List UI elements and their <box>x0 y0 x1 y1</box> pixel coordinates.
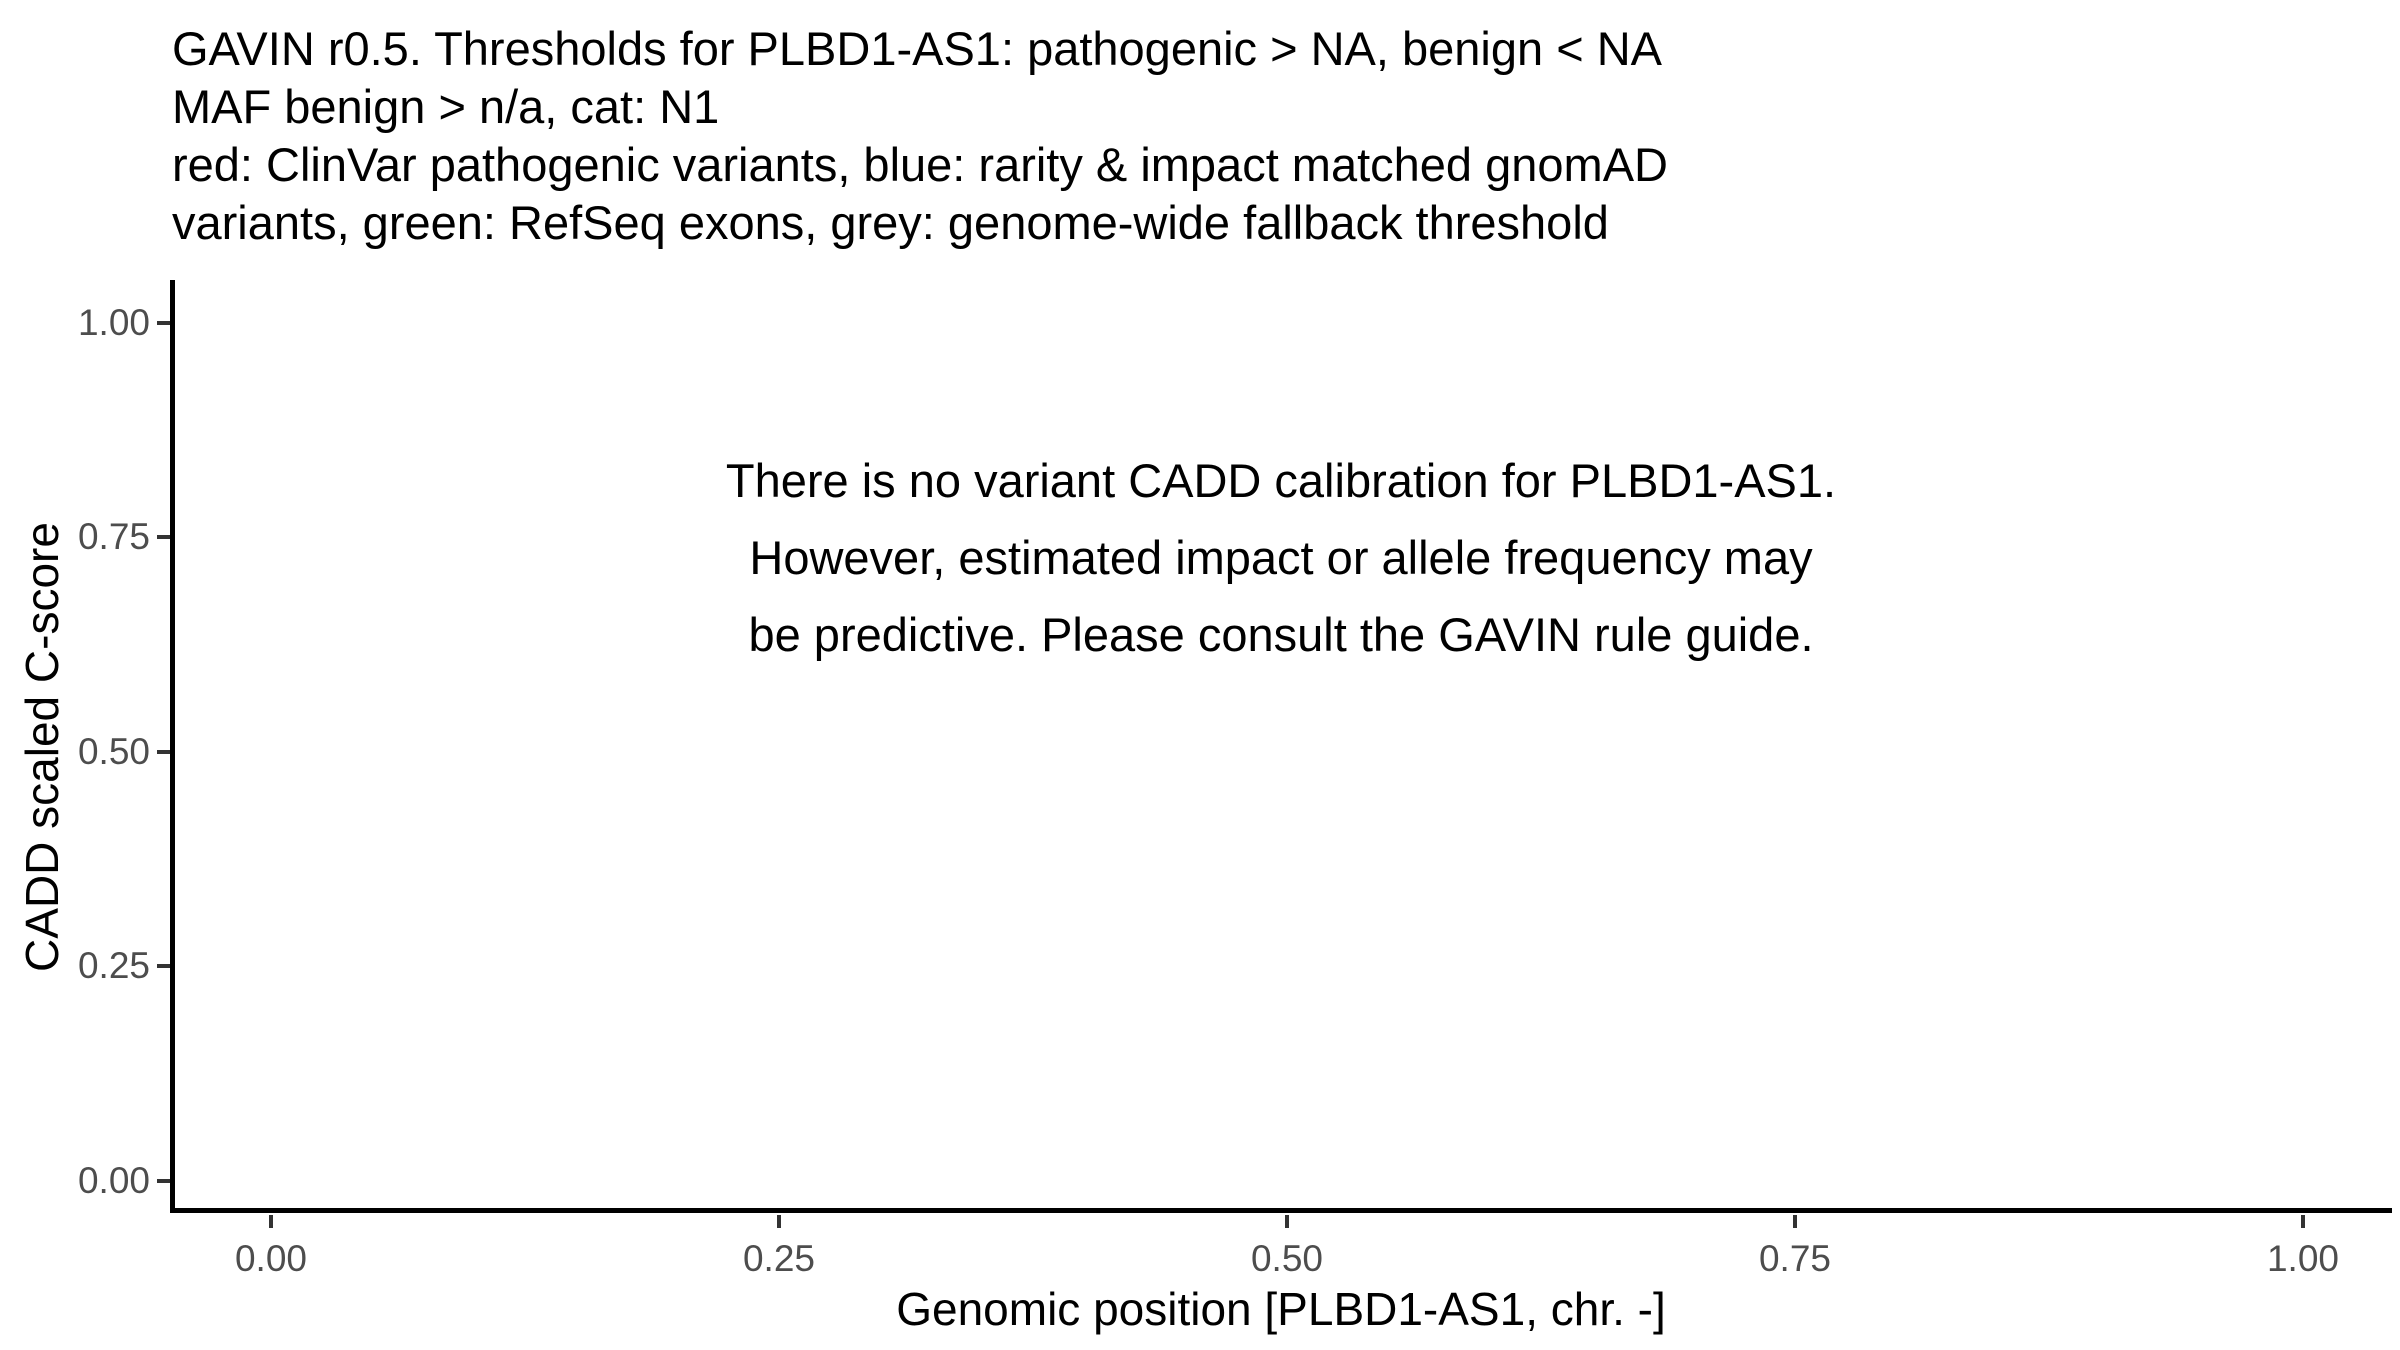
plot-title-line-4: variants, green: RefSeq exons, grey: genome-wide fallback threshold <box>172 196 1609 249</box>
y-tick-label-0.25: 0.25 <box>77 945 150 986</box>
x-tick-mark-0.50 <box>1285 1215 1289 1228</box>
plot-title-line-3: red: ClinVar pathogenic variants, blue: rarity & impact matched gnomAD <box>172 138 1668 191</box>
no-calibration-annotation <box>170 442 2392 673</box>
annotation-line-3: be predictive. Please consult the GAVIN rule guide. <box>748 608 1814 661</box>
x-tick-mark-0.75 <box>1793 1215 1797 1228</box>
x-tick-mark-1.00 <box>2301 1215 2305 1228</box>
plot-title-line-1: GAVIN r0.5. Thresholds for PLBD1-AS1: pathogenic > NA, benign < NA <box>172 22 1663 75</box>
x-tick-label-0.00: 0.00 <box>234 1238 307 1279</box>
x-tick-mark-0.00 <box>269 1215 273 1228</box>
y-tick-label-1.00: 1.00 <box>77 302 150 343</box>
x-axis-title: Genomic position [PLBD1-AS1, chr. -] <box>896 1283 1666 1335</box>
y-tick-mark-0.75 <box>157 535 170 539</box>
x-tick-label-0.75: 0.75 <box>1758 1238 1831 1279</box>
plot-title-line-2: MAF benign > n/a, cat: N1 <box>172 80 720 133</box>
x-tick-mark-0.25 <box>777 1215 781 1228</box>
y-tick-label-0.50: 0.50 <box>77 731 150 772</box>
y-axis-title: CADD scaled C-score <box>16 522 68 972</box>
x-tick-label-0.50: 0.50 <box>1250 1238 1323 1279</box>
annotation-line-1: There is no variant CADD calibration for PLBD1-AS1. <box>725 454 1837 507</box>
plot-title <box>172 20 1668 252</box>
y-tick-mark-0.00 <box>157 1179 170 1183</box>
y-tick-label-0.75: 0.75 <box>77 516 150 557</box>
x-tick-label-0.25: 0.25 <box>742 1238 815 1279</box>
annotation-line-2: However, estimated impact or allele frequency may <box>749 531 1813 584</box>
y-tick-mark-1.00 <box>157 321 170 325</box>
y-tick-mark-0.25 <box>157 964 170 968</box>
y-tick-label-0.00: 0.00 <box>77 1160 150 1201</box>
x-tick-label-1.00: 1.00 <box>2266 1238 2339 1279</box>
plot-panel <box>170 280 2392 1213</box>
y-tick-mark-0.50 <box>157 750 170 754</box>
